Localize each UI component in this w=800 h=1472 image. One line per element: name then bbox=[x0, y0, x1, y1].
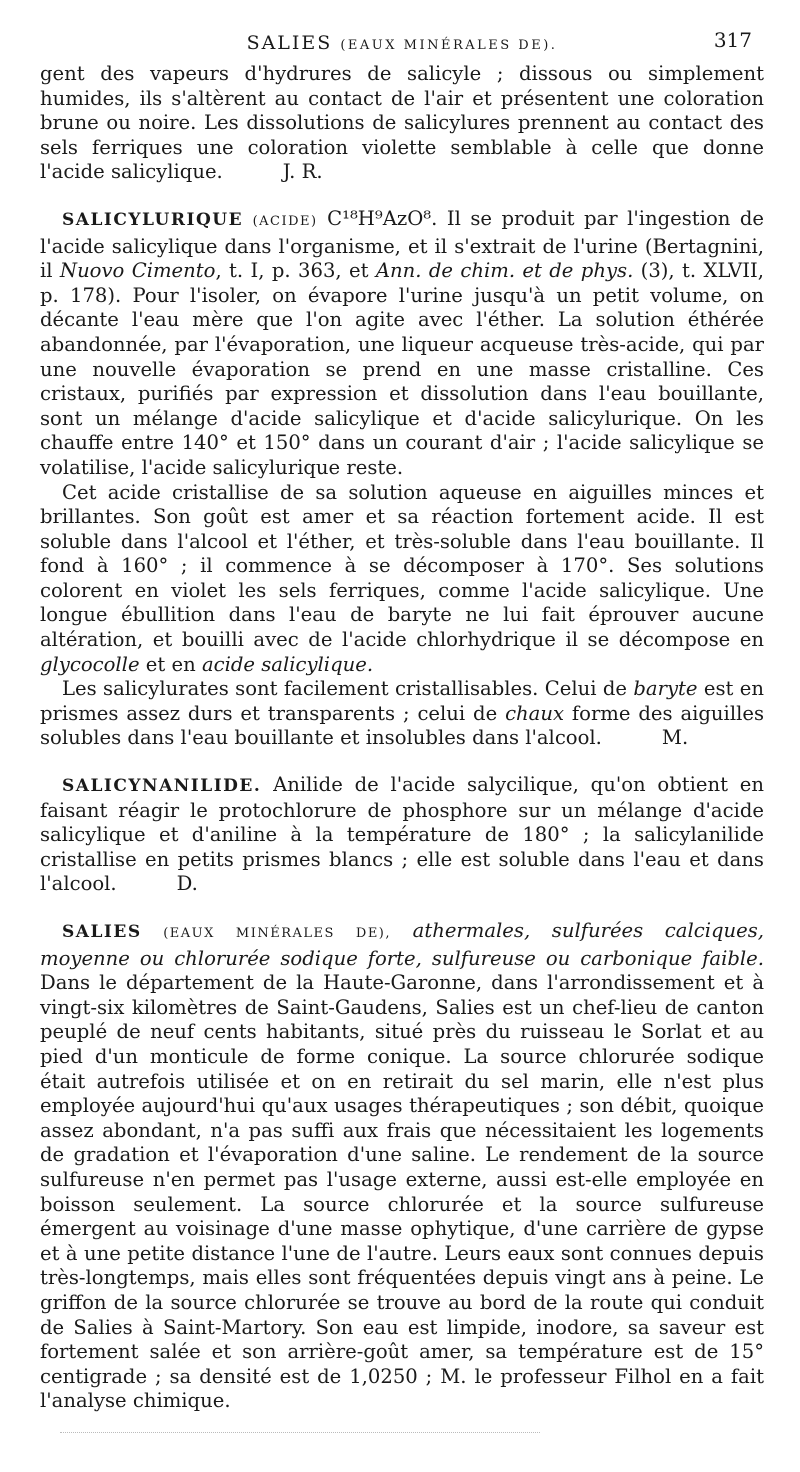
continuation-text: gent des vapeurs d'hydrures de salicyle ; dissous ou simplement humides, ils s'altèrent au contact de l'air et présentent une coloration brune ou noire. Les dissolutions de salicylures prennent au contact des sels ferriques une coloration violette semblable à celle que donne l'acide salicylique. bbox=[40, 62, 764, 184]
salicynanilide-paragraph bbox=[40, 773, 764, 897]
headword-salies: SALIES bbox=[62, 922, 142, 942]
italic-segment: chaux bbox=[505, 701, 565, 725]
page-header bbox=[40, 0, 764, 62]
text-segment: Il se produit par l'ingestion de l'acide salicylique dans l'organisme, et il s'extrait de l'urine (Bertagnini, il bbox=[40, 206, 764, 283]
qualifier-acide: (ACIDE) bbox=[252, 213, 318, 229]
text-segment: est en prismes assez durs et transparents ; celui de bbox=[40, 677, 764, 725]
headword-salicynanilide: SALICYNANILIDE. bbox=[62, 776, 262, 797]
text-segment: et en bbox=[139, 652, 202, 676]
running-head bbox=[40, 32, 764, 54]
entry-salies bbox=[40, 919, 764, 1414]
text-segment: forme des aiguilles solubles dans l'eau bouillante et insolubles dans l'alcool. bbox=[40, 701, 765, 750]
salicylurique-paragraph-1 bbox=[40, 207, 764, 481]
italic-segment: athermales, sulfurées calciques, moyenne ou chlorurée sodique forte, sulfureuse ou carbonique faible. bbox=[40, 919, 765, 970]
italic-segment: Nuovo Cimento bbox=[59, 259, 216, 283]
continuation-paragraph bbox=[40, 62, 764, 185]
page-number: 317 bbox=[713, 28, 752, 52]
running-head-title: SALIES bbox=[246, 32, 333, 54]
text-segment: Anilide de l'acide salycilique, qu'on obtient en faisant réagir le protochlorure de phosphore sur un mélange d'acide salicylique et d'aniline à la température de 180° ; la salicylanilide cristallise en petits prismes blancs ; elle est soluble dans l'eau et dans l'alcool. bbox=[40, 773, 764, 896]
footer-faint-line bbox=[60, 1432, 540, 1436]
italic-segment: acide salicylique. bbox=[201, 652, 374, 676]
salicylurique-paragraph-2 bbox=[40, 481, 764, 678]
salicylurique-paragraph-3 bbox=[40, 677, 764, 751]
salies-paragraph bbox=[40, 919, 764, 1414]
text-segment: , t. I, p. 363, et bbox=[215, 259, 376, 283]
chemical-formula: C¹⁸H⁹AzO⁸. bbox=[327, 206, 438, 230]
italic-segment: Ann. de chim. et de phys. bbox=[375, 259, 634, 283]
signature-d: D. bbox=[176, 872, 198, 896]
text-segment: Dans le département de la Haute-Garonne, dans l'arrondissement et à vingt-six kilomètres de Saint-Gaudens, Salies est un chef-lieu de canton peuplé de neuf cents habitants, situé près du ruisseau le Sorlat et au pied d'un monticule de forme conique. La source chlorurée sodique était autrefois utilisée et on en retirait du sel marin, elle n'est plus employée aujourd'hui qu'aux usages thérapeutiques ; son débit, quoique assez abondant, n'a pas suffi aux frais que nécessitaient les logements de gradation et l'évaporation d'une saline. Le rendement de la source sulfureuse n'en permet pas l'usage externe, aussi est-elle employée en boisson seulement. La source chlorurée et la source sulfureuse émergent au voisinage d'une masse ophytique, d'une carrière de gypse et à une petite distance l'une de l'autre. Leurs eaux sont connues depuis très-longtemps, mais elles sont fréquentées depuis vingt ans à peine. Le griffon de la source chlorurée se trouve au bord de la route qui conduit de Salies à Saint-Martory. Son eau est limpide, inodore, sa saveur est fortement salée et son arrière-goût amer, sa température est de 15° centigrade ; sa densité est de 1,0250 ; M. le professeur Filhol en a fait l'analyse chimique. bbox=[40, 971, 764, 1413]
running-head-subtitle: (EAUX MINÉRALES DE). bbox=[340, 38, 558, 53]
text-segment: Cet acide cristallise de sa solution aqueuse en aiguilles minces et brillantes. Son goût est amer et sa réaction fortement acide. Il est soluble dans l'alcool et l'éther, et très-soluble dans l'eau bouillante. Il fond à 160° ; il commence à se décomposer à 170°. Ses solutions colorent en violet les sels ferriques, comme l'acide salicylique. Une longue ébullition dans l'eau de baryte ne lui fait éprouver aucune altération, et bouilli avec de l'acide chlorhydrique il se décompose en bbox=[40, 480, 764, 652]
headword-salicylurique: SALICYLURIQUE bbox=[62, 209, 244, 230]
signature-jr: J. R. bbox=[282, 160, 323, 184]
signature-m: M. bbox=[661, 726, 689, 750]
italic-segment: glycocolle bbox=[40, 652, 140, 676]
italic-segment: baryte bbox=[633, 677, 698, 701]
entry-salicylurique bbox=[40, 207, 764, 751]
text-segment: Les salicylurates sont facilement cristallisables. Celui de bbox=[62, 677, 634, 701]
entry-salicynanilide bbox=[40, 773, 764, 897]
text-segment: (3), t. XLVII, p. 178). Pour l'isoler, on évapore l'urine jusqu'à un petit volume, on décante l'eau mère que l'on agite avec l'éther. La solution éthérée abandonnée, par l'évaporation, une liqueur acqueuse très-acide, qui par une nouvelle évaporation se prend en une masse cristalline. Ces cristaux, purifiés par expression et dissolution dans l'eau bouillante, sont un mélange d'acide salicylique et d'acide salicylurique. On les chauffe entre 140° et 150° dans un courant d'air ; l'acide salicylique se volatilise, l'acide salicylurique reste. bbox=[40, 259, 764, 479]
qualifier-eaux-minerales: (EAUX MINÉRALES DE), bbox=[163, 926, 392, 941]
